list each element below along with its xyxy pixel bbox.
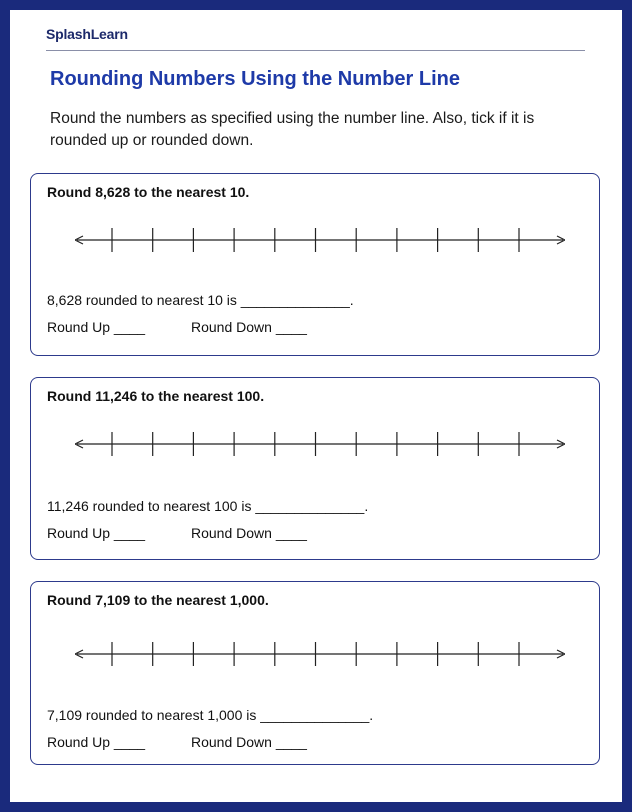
answer-statement[interactable]: 7,109 rounded to nearest 1,000 is ______________. — [47, 707, 374, 723]
brand-logo: SplashLearn — [46, 26, 128, 42]
instructions-text: Round the numbers as specified using the number line. Also, tick if it is rounded up or rounded down. — [50, 110, 535, 149]
question-card-1 — [30, 173, 600, 356]
question-card-2 — [30, 377, 600, 560]
number-line — [75, 642, 565, 666]
round-up-option[interactable]: Round Up ____ — [47, 319, 146, 335]
answer-statement[interactable]: 8,628 rounded to nearest 10 is ______________. — [47, 292, 354, 308]
number-line — [75, 432, 565, 456]
header-divider — [46, 50, 585, 51]
round-down-option[interactable]: Round Down ____ — [191, 319, 307, 335]
worksheet-page — [10, 10, 622, 802]
question-prompt: Round 8,628 to the nearest 10. — [47, 184, 250, 200]
question-prompt: Round 7,109 to the nearest 1,000. — [47, 592, 269, 608]
round-up-option[interactable]: Round Up ____ — [47, 525, 146, 541]
question-prompt: Round 11,246 to the nearest 100. — [47, 388, 265, 404]
round-up-option[interactable]: Round Up ____ — [47, 734, 146, 750]
answer-statement[interactable]: 11,246 rounded to nearest 100 is ______________. — [47, 498, 369, 514]
number-line — [75, 228, 565, 252]
worksheet-title: Rounding Numbers Using the Number Line — [50, 68, 461, 90]
round-down-option[interactable]: Round Down ____ — [191, 525, 307, 541]
round-down-option[interactable]: Round Down ____ — [191, 734, 307, 750]
question-card-3 — [30, 581, 600, 765]
